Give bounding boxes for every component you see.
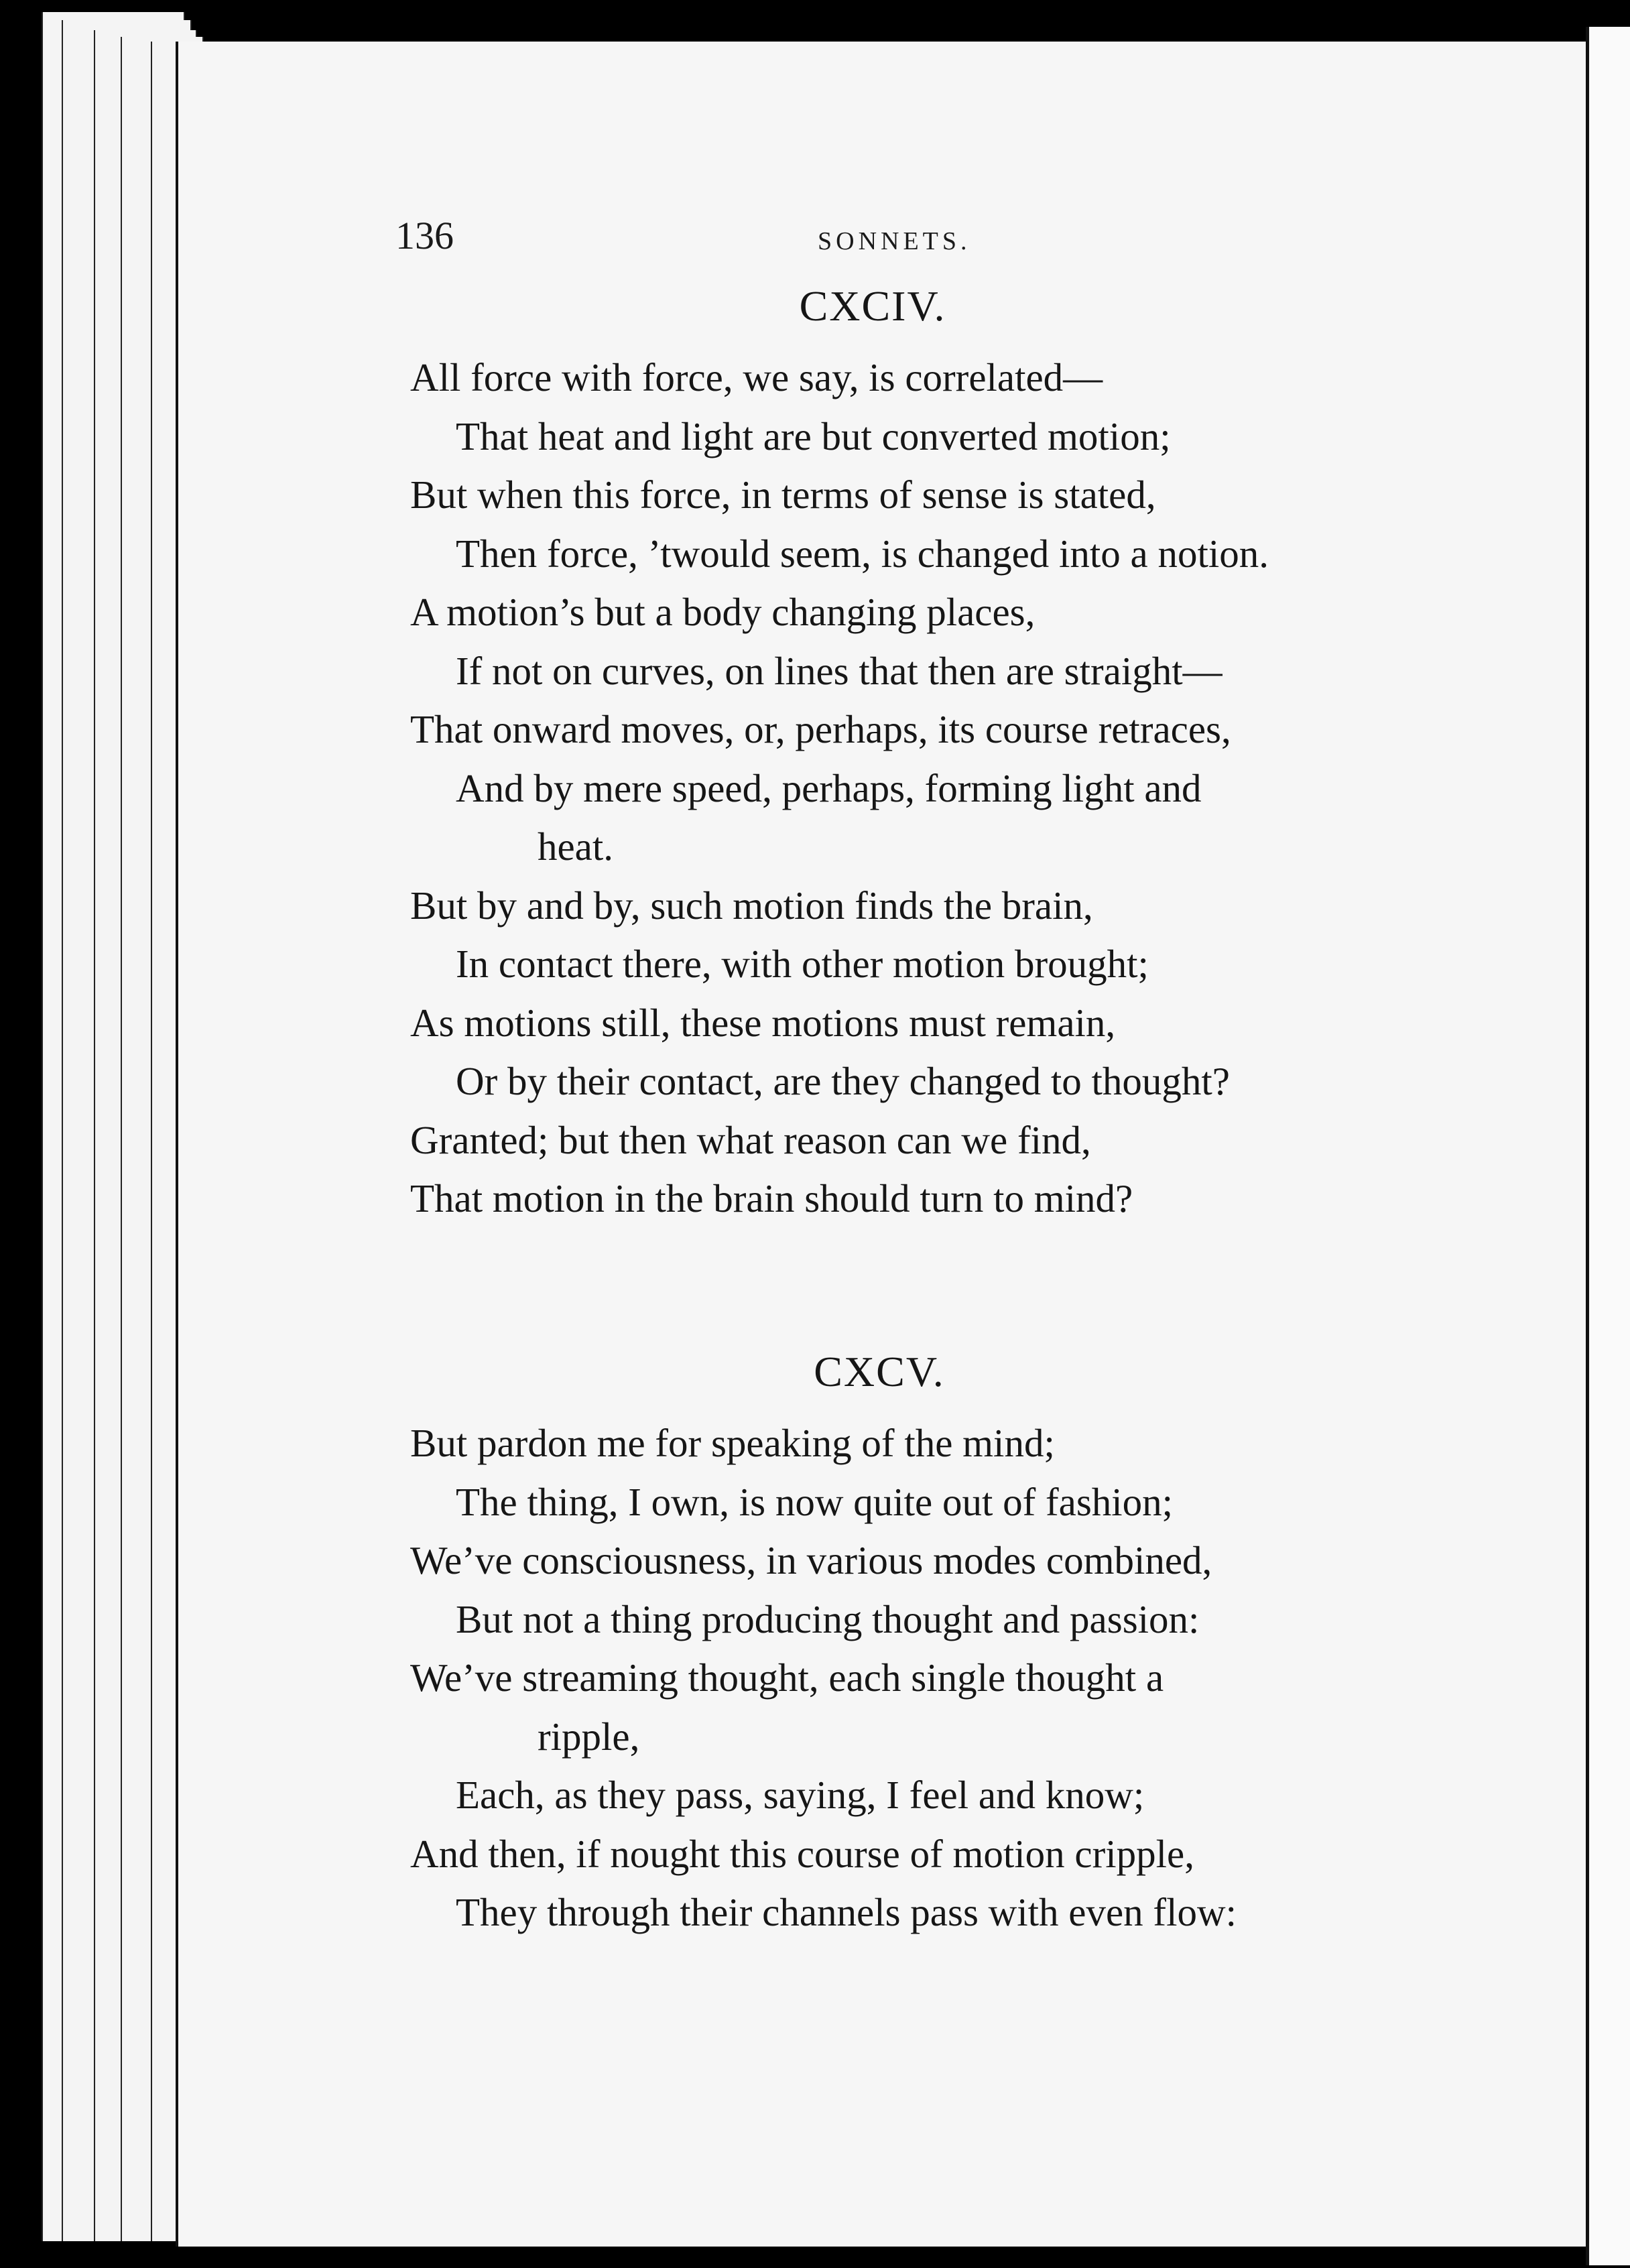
poem-line: And by mere speed, perhaps, forming light and: [456, 765, 1202, 810]
poem-line: That onward moves, or, perhaps, its course retraces,: [410, 707, 1231, 751]
poem-line: And then, if nought this course of motion cripple,: [410, 1831, 1194, 1876]
running-head: [395, 213, 1267, 267]
poem-line: Or by their contact, are they changed to thought?: [456, 1059, 1230, 1103]
sonnet-title: CXCIV.: [799, 282, 946, 330]
poem-line: But not a thing producing thought and passion:: [456, 1596, 1200, 1641]
poem-line: We’ve streaming thought, each single thought a: [410, 1655, 1164, 1700]
poem-line: That motion in the brain should turn to mind?: [410, 1176, 1133, 1220]
poem-line: Granted; but then what reason can we find,: [410, 1117, 1091, 1162]
poem-line: All force with force, we say, is correlated—: [410, 355, 1103, 399]
poem-line: In contact there, with other motion brought;: [456, 942, 1149, 986]
sonnet-lines: [410, 1414, 1456, 1942]
poem-line: If not on curves, on lines that then are straight—: [456, 648, 1222, 693]
facing-page-edge: [1586, 27, 1630, 2265]
poem-line: But when this force, in terms of sense is stated,: [410, 472, 1156, 517]
poem-line: A motion’s but a body changing places,: [410, 590, 1036, 634]
sonnet-title: CXCV.: [814, 1348, 945, 1395]
poem-line: ripple,: [538, 1714, 640, 1759]
poem-line: Then force, ’twould seem, is changed into a notion.: [456, 531, 1269, 576]
poem-line: We’ve consciousness, in various modes combined,: [410, 1538, 1212, 1582]
sonnet-lines: [410, 349, 1456, 1228]
scan-top-border: [0, 0, 1630, 12]
poem-line: Each, as they pass, saying, I feel and know;: [456, 1773, 1145, 1817]
running-title: SONNETS.: [818, 227, 971, 255]
sonnet-cxciv: [410, 281, 1456, 1228]
poem-line: That heat and light are but converted motion;: [456, 414, 1171, 458]
poem-line: heat.: [538, 824, 614, 869]
poem-line: As motions still, these motions must remain,: [410, 1000, 1116, 1045]
poem-line: The thing, I own, is now quite out of fashion;: [456, 1479, 1174, 1524]
page-number: 136: [395, 214, 454, 257]
poem-line: They through their channels pass with even flow:: [456, 1890, 1237, 1934]
sonnet-cxcv: [410, 1347, 1456, 1942]
poem-line: But pardon me for speaking of the mind;: [410, 1421, 1055, 1465]
poem-line: But by and by, such motion finds the brain,: [410, 883, 1093, 928]
